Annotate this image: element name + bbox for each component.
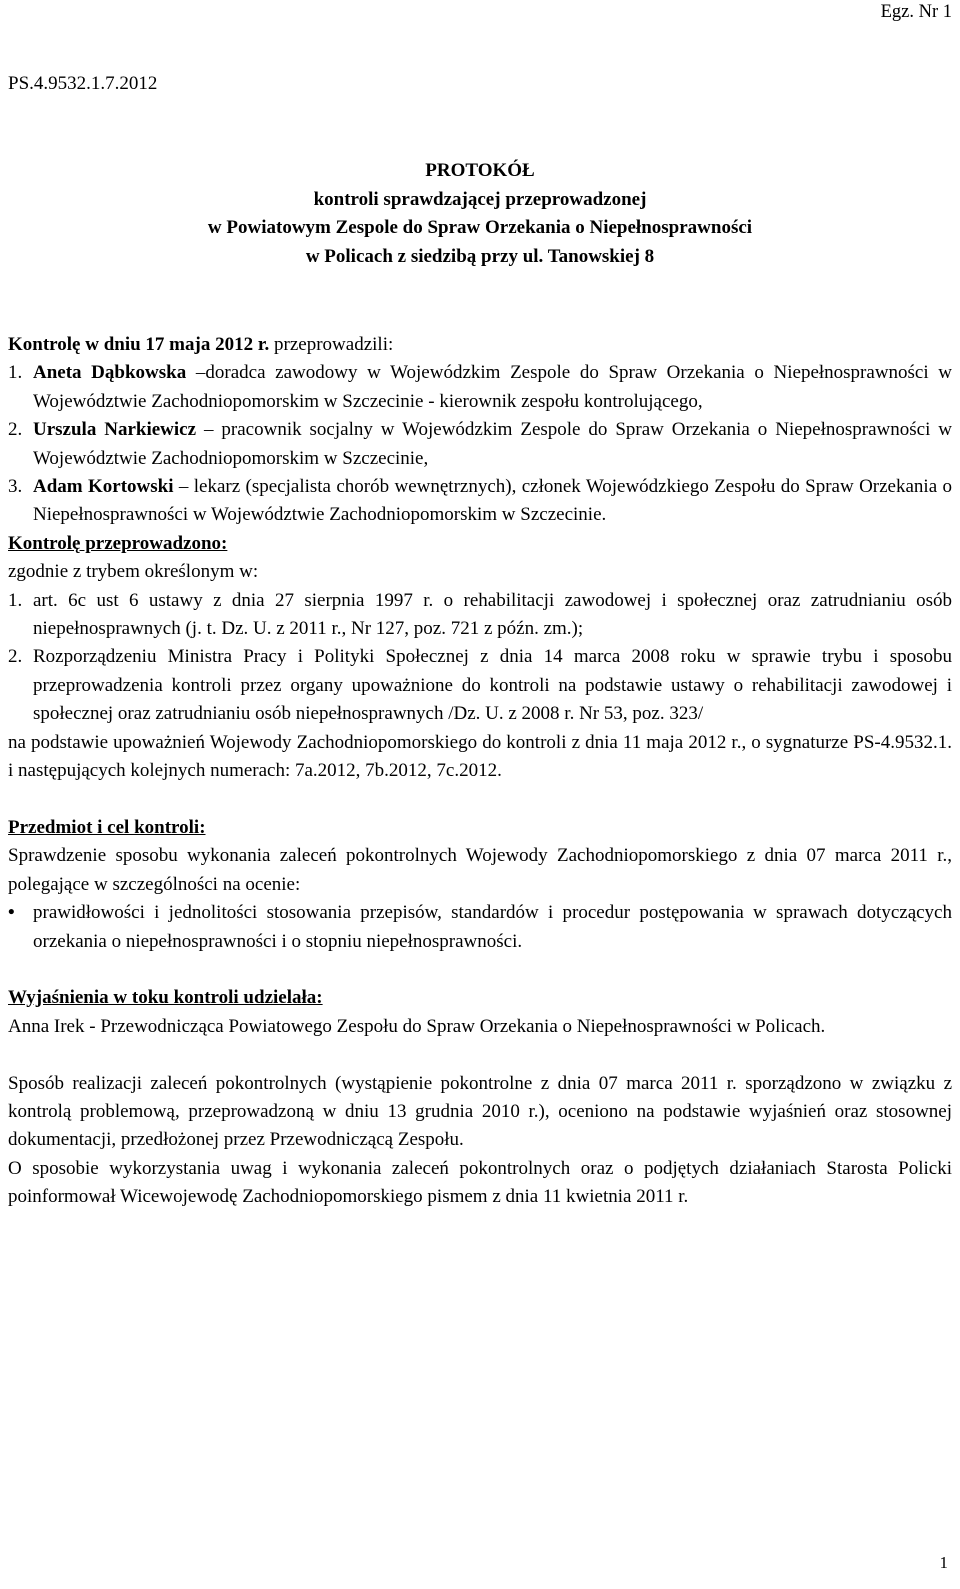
item-number: 2. — [8, 646, 23, 668]
bullet-text: prawidłowości i jednolitości stosowania przepisów, standardów i procedur postępowania w sprawach dotyczących orzekania o niepełnosprawności i o stopniu niepełnosprawności. — [33, 902, 952, 952]
document-body — [8, 331, 952, 1212]
title-line-3: w Powiatowym Zespole do Spraw Orzekania o Niepełnosprawności — [207, 217, 753, 238]
legal-basis-list — [8, 587, 952, 729]
method-paragraph-1: Sposób realizacji zaleceń pokontrolnych (wystąpienie pokontrolne z dnia 07 marca 2011 r. sporządzono w związku z kontrolą problemową, przeprowadzoną w dniu 13 grudnia 2010 r.), oceniono na podstawie wyjaśnień oraz stosownej dokumentacji, przedłożonej przez Przewodniczącą Zespołu. — [8, 1072, 952, 1151]
title-line-4: w Policach z siedzibą przy ul. Tanowskiej 8 — [305, 245, 655, 267]
item-number: 2. — [8, 419, 23, 441]
item-number: 1. — [8, 362, 23, 384]
purpose-heading — [8, 814, 952, 842]
title-line-1: PROTOKÓŁ — [425, 160, 535, 181]
legal-basis-text: Rozporządzeniu Ministra Pracy i Polityki Społecznej z dnia 14 marca 2008 roku w sprawie trybu i sposobu przeprowadzenia kontroli przez organy upoważnione do kontroli na podstawie ustawy o rehabilitacji zawodowej i społecznej oraz zatrudnianiu osób niepełnosprawnych /Dz. U. z 2008 r. Nr 53, poz. 323/ — [33, 646, 952, 725]
mode-heading-text: Kontrolę przeprowadzono: — [8, 532, 228, 554]
mode-heading — [8, 530, 952, 558]
list-item — [8, 416, 952, 473]
inspector-description: – lekarz (specjalista chorób wewnętrznych), członek Wojewódzkiego Zespołu do Spraw Orzekania o Niepełnosprawności w Województwie Zachodniopomorskim w Szczecinie. — [33, 476, 953, 526]
inspector-name: Adam Kortowski — [33, 476, 174, 498]
purpose-heading-text: Przedmiot i cel kontroli: — [8, 816, 206, 838]
inspector-description: –doradca zawodowy w Wojewódzkim Zespole do Spraw Orzekania o Niepełnosprawności w Województwie Zachodniopomorskim w Szczecinie - kierownik zespołu kontrolującego, — [33, 362, 953, 412]
inspector-name: Urszula Narkiewicz — [33, 419, 197, 441]
item-number: 3. — [8, 476, 23, 498]
spacer — [8, 786, 952, 814]
list-item — [8, 359, 952, 416]
list-item — [8, 899, 952, 956]
inspector-name: Aneta Dąbkowska — [33, 362, 187, 384]
explanations-text: Anna Irek - Przewodnicząca Powiatowego Zespołu do Spraw Orzekania o Niepełnosprawności w Policach. — [8, 1015, 826, 1037]
inspectors-list — [8, 359, 952, 529]
conducted-lead — [8, 331, 952, 359]
purpose-text: Sprawdzenie sposobu wykonania zaleceń pokontrolnych Wojewody Zachodniopomorskiego z dnia 07 marca 2011 r., polegające w szczególności na ocenie: — [8, 845, 952, 895]
conducted-lead-rest: przeprowadzili: — [269, 334, 394, 355]
method-paragraph-2: O sposobie wykorzystania uwag i wykonania zaleceń pokontrolnych oraz o podjętych działaniach Starosta Policki poinformował Wicewojewodę Zachodniopomorskiego pismem z dnia 11 kwietnia 2011 r. — [8, 1157, 952, 1208]
title-line-2: kontroli sprawdzającej przeprowadzonej — [313, 188, 647, 210]
list-item — [8, 643, 952, 728]
authorization-paragraph: na podstawie upoważnień Wojewody Zachodniopomorskiego do kontroli z dnia 11 maja 2012 r., o sygnaturze PS-4.9532.1. i następujących kolejnych numerach: 7a.2012, 7b.2012, 7c.2012. — [8, 731, 952, 782]
item-number: 1. — [8, 589, 23, 611]
inspector-description: – pracownik socjalny w Wojewódzkim Zespole do Spraw Orzekania o Niepełnosprawności w Województwie Zachodniopomorskim w Szczecinie, — [33, 419, 952, 469]
explanations-heading-text: Wyjaśnienia w toku kontroli udzielała: — [8, 987, 323, 1009]
spacer — [8, 1041, 952, 1069]
spacer — [8, 956, 952, 984]
copy-number: Egz. Nr 1 — [880, 2, 952, 22]
list-item — [8, 473, 952, 530]
mode-intro: zgodnie z trybem określonym w: — [8, 561, 259, 583]
legal-basis-text: art. 6c ust 6 ustawy z dnia 27 sierpnia 1997 r. o rehabilitacji zawodowej i społecznej oraz zatrudnianiu osób niepełnosprawnych (j. t. Dz. U. z 2011 r., Nr 127, poz. 721 z późn. zm.); — [33, 589, 952, 640]
document-reference: PS.4.9532.1.7.2012 — [8, 73, 158, 94]
document-title — [8, 157, 952, 271]
purpose-bullets — [8, 899, 952, 956]
list-item — [8, 587, 952, 644]
page-number: 1 — [939, 1553, 948, 1572]
explanations-heading — [8, 984, 952, 1012]
conducted-lead-bold: Kontrolę w dniu 17 maja 2012 r. — [8, 334, 270, 355]
bullet-mark: • — [8, 902, 15, 924]
